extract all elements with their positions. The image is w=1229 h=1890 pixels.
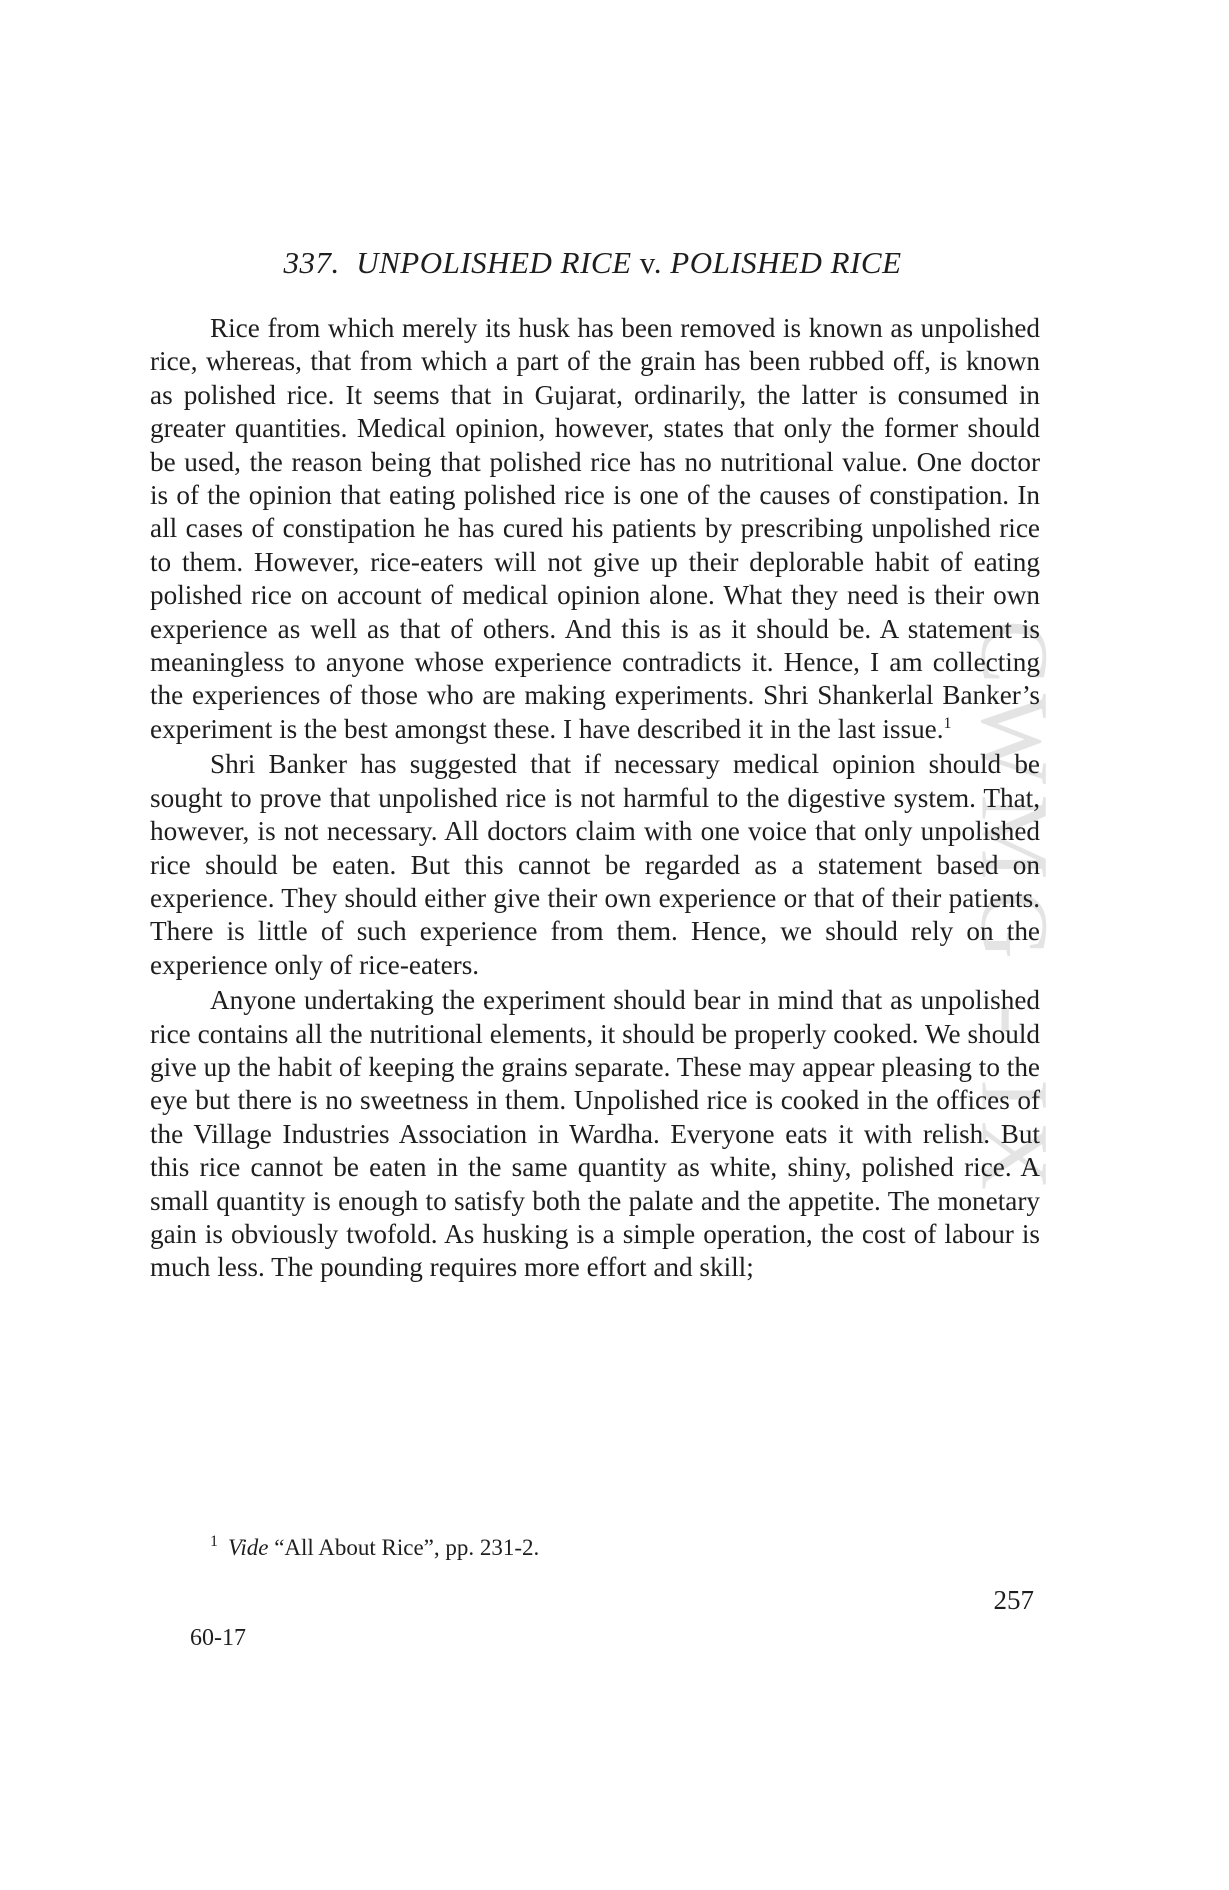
footnote-reference: 1 xyxy=(943,714,952,732)
footnote-text: “All About Rice”, pp. 231-2. xyxy=(274,1535,540,1560)
watermark: CWMG - IX xyxy=(961,619,1069,1201)
footnote-vide: Vide xyxy=(228,1535,269,1560)
footnote xyxy=(210,1535,539,1561)
title-versus: v. xyxy=(639,245,663,280)
article-body xyxy=(150,312,1040,1285)
paragraph-1-text: Rice from which merely its husk has been removed is known as unpolished rice, whereas, that from which a part of the grain has been rubbed off, is known as polished rice. It seems that in Gujarat, ordinarily, the latter is consumed in greater quantities. Medical opinion, however, states that only the former should be used, the reason being that polished rice has no nutritional value. One doctor is of the opinion that eating polished rice is one of the causes of constipation. In all cases of constipation he has cured his patients by prescribing unpolished rice to them. However, rice-eaters will not give up their deplorable habit of eating polished rice on account of medical opinion alone. What they need is their own experience as well as that of others. And this is as it should be. A statement is meaningless to anyone whose experience contradicts it. Hence, I am collecting the experiences of those who are making experiments. Shri Shankerlal Banker’s experiment is the best amongst these. I have described it in the last issue. xyxy=(150,313,1040,744)
page-number: 257 xyxy=(993,1585,1034,1615)
title-part-2: POLISHED RICE xyxy=(670,245,902,280)
print-signature: 60-17 xyxy=(190,1625,246,1651)
article-title xyxy=(150,245,1035,281)
title-part-1: UNPOLISHED RICE xyxy=(356,245,632,280)
paragraph-1 xyxy=(150,312,1040,746)
footnote-mark: 1 xyxy=(210,1533,218,1551)
title-number: 337. xyxy=(283,245,340,280)
paragraph-3: Anyone undertaking the experiment should bear in mind that as unpolished rice contains all the nutritional elements, it should be properly cooked. We should give up the habit of keeping the grains separate. These may appear pleasing to the eye but there is no sweetness in them. Unpolished rice is cooked in the offices of the Village Industries Association in Wardha. Everyone eats it with relish. But this rice cannot be eaten in the same quantity as white, shiny, polished rice. A small quantity is enough to satisfy both the palate and the appetite. The monetary gain is obviously twofold. As husking is a simple operation, the cost of labour is much less. The pounding requires more effort and skill; xyxy=(150,985,1040,1283)
paragraph-2: Shri Banker has suggested that if necessary medical opinion should be sought to prove that unpolished rice is not harmful to the digestive system. That, however, is not necessary. All doctors claim with one voice that only unpolished rice should be eaten. But this cannot be regarded as a statement based on experience. They should either give their own experience or that of their patients. There is little of such experience from them. Hence, we should rely on the experience only of rice-eaters. xyxy=(150,749,1040,980)
